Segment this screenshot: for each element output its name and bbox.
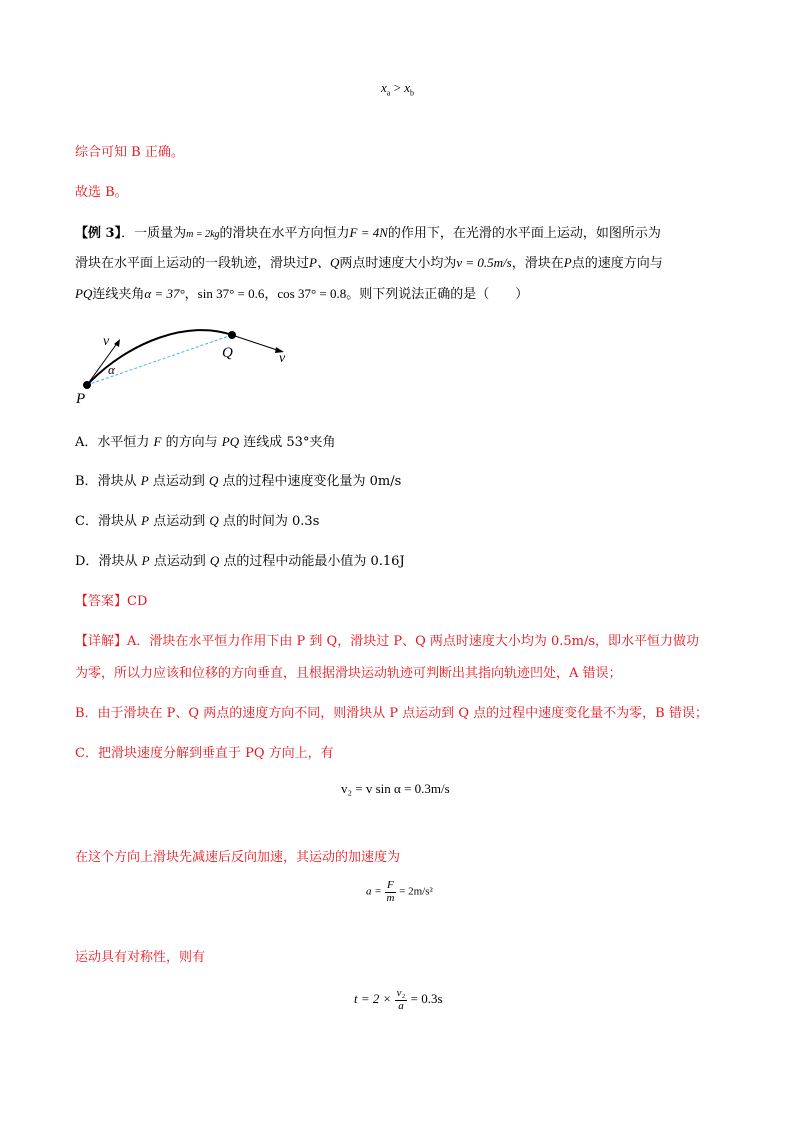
velocity-arrow-q	[232, 335, 280, 351]
top-formula: $x_a > x_b$	[381, 80, 414, 98]
choose-text: 故选 B。	[75, 185, 128, 200]
detail-label: 【详解】	[75, 634, 128, 649]
label-v2: v	[279, 351, 286, 366]
example-line-3: PQ连线夹角α = 37°，sin 37° = 0.6，cos 37° = 0.8。则下列说法正确的是（ ）	[75, 286, 529, 302]
label-p: P	[76, 391, 86, 407]
label-v1: v	[103, 334, 110, 349]
answer-label: 【答案】	[75, 594, 128, 609]
option-b: B．滑块从 P 点运动到 Q 点的过程中速度变化量为 0m/s	[75, 473, 402, 489]
detail-c-line-3: 运动具有对称性，则有	[75, 950, 206, 965]
detail-a-line-2: 为零，所以力应该和位移的方向垂直，且根据滑块运动轨迹可判断出其指向轨迹凹处，A 错误；	[75, 666, 622, 681]
example-line-1: 【例 3】．一质量为m = 2kg的滑块在水平方向恒力F = 4N的作用下，在光滑的水平面上运动，如图所示为	[75, 225, 661, 241]
option-d: D．滑块从 P 点运动到 Q 点的过程中动能最小值为 0.16J	[75, 553, 405, 569]
label-alpha: α	[108, 362, 115, 377]
detail-b-line: B．由于滑块在 P、Q 两点的速度方向不同，则滑块从 P 点运动到 Q 点的过程中速度变化量不为零，B 错误；	[75, 706, 708, 721]
example-label: 【例 3】	[75, 226, 122, 241]
point-q	[228, 331, 236, 339]
option-a: A．水平恒力 F 的方向与 PQ 连线成 53°夹角	[75, 434, 336, 450]
answer-value: CD	[127, 594, 148, 609]
detail-c-line: C．把滑块速度分解到垂直于 PQ 方向上，有	[75, 746, 334, 761]
conclusion-text: 综合可知 B 正确。	[75, 145, 184, 160]
point-p	[83, 381, 91, 389]
trajectory-figure	[70, 320, 310, 410]
equation-1: v₂ = v sin α = 0.3m/s	[341, 781, 450, 796]
answer-line	[75, 590, 147, 609]
detail-c-line-2: 在这个方向上滑块先减速后反向加速，其运动的加速度为	[75, 850, 401, 865]
option-c: C．滑块从 P 点运动到 Q 点的时间为 0.3s	[75, 513, 320, 529]
label-q: Q	[222, 345, 233, 361]
equation-2: a = $\frac{F}{m}$ = 2m/s²	[366, 879, 433, 904]
detail-a-line-1: 【详解】A．滑块在水平恒力作用下由 P 到 Q，滑块过 P、Q 两点时速度大小均为 0.5m/s，即水平恒力做功	[75, 634, 700, 649]
example-line-2: 滑块在水平面上运动的一段轨迹，滑块过P、Q两点时速度大小均为v = 0.5m/s，滑块在P点的速度方向与	[75, 255, 663, 271]
equation-3: t = 2 × $\frac{\text{v₂}}{a}$ = 0.3s	[354, 987, 443, 1012]
